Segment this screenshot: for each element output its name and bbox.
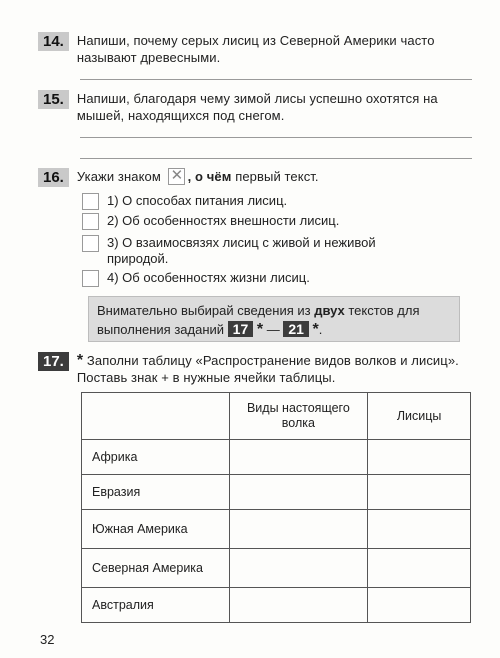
checkbox[interactable] [82, 193, 99, 210]
answer-cell[interactable] [368, 549, 471, 588]
option-1[interactable]: 1) О способах питания лисиц. [82, 193, 287, 210]
page-number: 32 [40, 632, 55, 647]
answer-cell[interactable] [229, 440, 368, 475]
table-row [82, 549, 471, 588]
answer-cell[interactable] [368, 475, 471, 510]
table-row [82, 440, 471, 475]
option-4[interactable]: 4) Об особенностях жизни лисиц. [82, 270, 310, 287]
region-cell: Евразия [82, 475, 230, 510]
table-header-foxes: Лисицы [368, 393, 471, 440]
task-text: Укажи знаком ✕ , о чём первый текст. [76, 167, 319, 184]
task-text: Напиши, благодаря чему зимой лисы успешно охотятся на мышей, находящихся под снегом. [76, 91, 438, 123]
answer-cell[interactable] [229, 475, 368, 510]
option-3[interactable]: 3) О взаимосвязях лисиц с живой и неживой природой. [82, 235, 422, 267]
region-cell: Австралия [82, 588, 230, 623]
checkbox[interactable] [82, 270, 99, 287]
checkbox[interactable] [82, 213, 99, 230]
option-2[interactable]: 2) Об особенностях внешности лисиц. [82, 213, 339, 230]
star-icon: * [256, 321, 264, 338]
answer-cell[interactable] [229, 588, 368, 623]
region-cell: Южная Америка [82, 510, 230, 549]
table-row [82, 475, 471, 510]
task-number: 17. [38, 352, 69, 371]
cross-mark-icon: ✕ [168, 168, 185, 185]
task-16 [38, 168, 474, 187]
table-header-wolves: Виды настоящего волка [229, 393, 368, 440]
notice-box: Внимательно выбирай сведения из двух текстов для выполнения заданий 17 * — 21 *. [88, 296, 460, 342]
answer-line[interactable] [80, 137, 472, 138]
task-15 [38, 90, 474, 124]
answer-line[interactable] [80, 79, 472, 80]
table-header-empty [82, 393, 230, 440]
answer-cell[interactable] [229, 549, 368, 588]
table-row [82, 510, 471, 549]
task-number: 15. [38, 90, 69, 109]
checkbox[interactable] [82, 235, 99, 252]
task-14 [38, 32, 474, 66]
table-row [82, 588, 471, 623]
answer-cell[interactable] [368, 588, 471, 623]
answer-cell[interactable] [229, 510, 368, 549]
star-icon: * [312, 321, 319, 338]
task-number: 14. [38, 32, 69, 51]
answer-cell[interactable] [368, 440, 471, 475]
task-chip: 17 [228, 321, 254, 337]
answer-cell[interactable] [368, 510, 471, 549]
task-text: Напиши, почему серых лисиц из Северной Америки часто называют древесными. [76, 33, 435, 65]
star-icon: * [76, 352, 84, 369]
task-17 [38, 352, 474, 386]
distribution-table [81, 392, 471, 623]
region-cell: Африка [82, 440, 230, 475]
task-chip: 21 [283, 321, 309, 337]
task-number: 16. [38, 168, 69, 187]
region-cell: Северная Америка [82, 549, 230, 588]
answer-line[interactable] [80, 158, 472, 159]
task-text: * Заполни таблицу «Распространение видов волков и лисиц». Поставь знак + в нужные ячейки таблицы. [76, 352, 459, 385]
